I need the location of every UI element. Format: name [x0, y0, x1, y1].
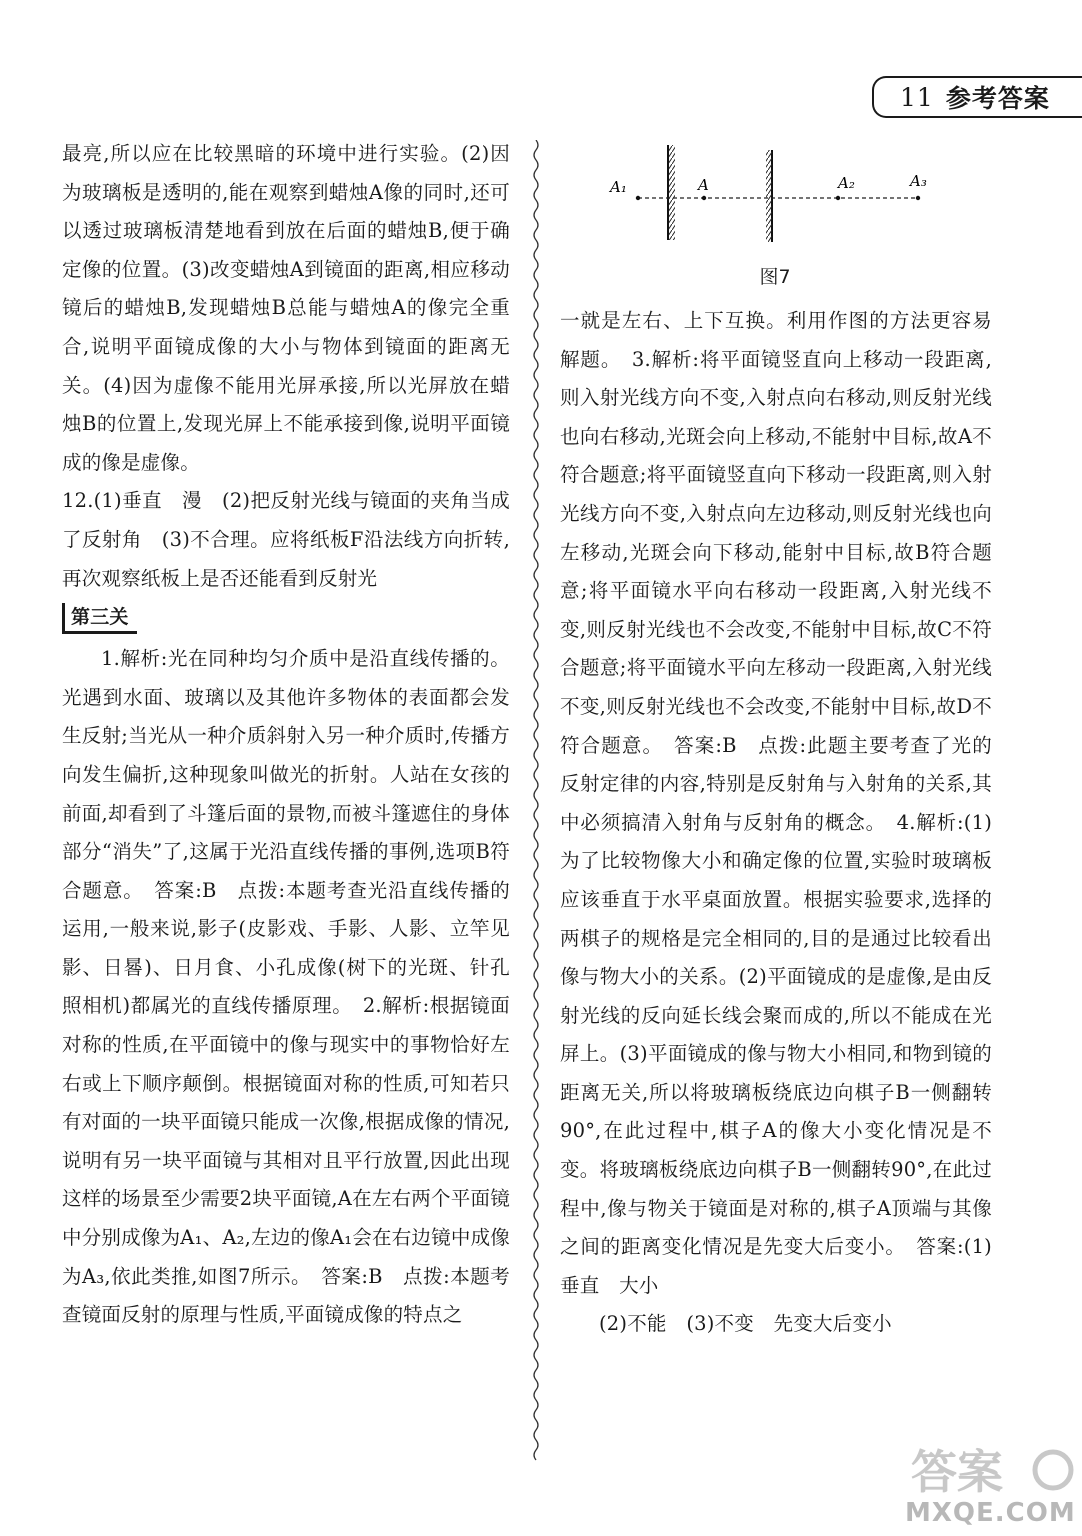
point-a	[702, 196, 706, 200]
section-title: 第三关	[62, 603, 137, 634]
right-paragraph-1: 一就是左右、上下互换。利用作图的方法更容易解题。 3.解析:将平面镜竖直向上移动一段距离,则入射光线方向不变,入射点向右移动,则反射光线也向右移动,光斑会向上移动,不能射中目标,故A不符合题意;将平面镜竖直向下移动一段距离,则入射光线方向不变,入射点向左边移动,则反射光线也向左移动,光斑会向下移动,能射中目标,故B符合题意;将平面镜水平向右移动一段距离,入射光线不变,则反射光线也不会改变,不能射中目标,故C不符合题意;将平面镜水平向左移动一段距离,入射光线不变,则反射光线也不会改变,不能射中目标,故D不符合题意。 答案:B 点拨:此题主要考查了光的反射定律的内容,特别是反射角与入射角的关系,其中必须搞清入射角与反射角的概念。 4.解析:(1)为了比较物像大小和确定像的位置,实验时玻璃板应该垂直于水平桌面放置。根据实验要求,选择的两棋子的规格是完全相同的,目的是通过比较看出像与物大小的关系。(2)平面镜成的是虚像,是由反射光线的反向延长线会聚而成的,所以不能成在光屏上。(3)平面镜成的像与物大小相同,和物到镜的距离无关,所以将玻璃板绕底边向棋子B一侧翻转90°,在此过程中,棋子A的像大小变化情况是不变。将玻璃板绕底边向棋子B一侧翻转90°,在此过程中,像与物关于镜面是对称的,棋子A顶端与其像之间的距离变化情况是先变大后变小。 答案:(1)垂直 大小	[560, 309, 992, 1297]
page-header-tab	[872, 76, 1082, 118]
right-mirror	[766, 150, 772, 242]
watermark-text: MXQE.COM	[905, 1498, 1076, 1528]
right-column	[560, 302, 992, 1344]
label-a3: A₃	[910, 172, 927, 190]
left-paragraph-1: 最亮,所以应在比较黑暗的环境中进行实验。(2)因为玻璃板是透明的,能在观察到蜡烛A像的同时,还可以透过玻璃板清楚地看到放在后面的蜡烛B,便于确定像的位置。(3)改变蜡烛A到镜面的距离,相应移动镜后的蜡烛B,发现蜡烛B总能与蜡烛A的像完全重合,说明平面镜成像的大小与物体到镜面的距离无关。(4)因为虚像不能用光屏承接,所以光屏放在蜡烛B的位置上,发现光屏上不能承接到像,说明平面镜成的像是虚像。	[62, 142, 510, 474]
point-a3	[916, 196, 920, 200]
label-a1: A₁	[610, 178, 627, 196]
point-a1	[636, 196, 640, 200]
figure-caption: 图7	[759, 266, 791, 288]
left-paragraph-2: 12.(1)垂直 漫 (2)把反射光线与镜面的夹角当成了反射角 (3)不合理。应将纸板F沿法线方向折转,再次观察纸板上是否还能看到反射光	[62, 489, 510, 590]
label-a2: A₂	[838, 174, 855, 192]
left-column	[62, 135, 510, 1335]
figure-7	[600, 140, 950, 300]
page-number: 11	[900, 82, 934, 112]
left-mirror	[668, 145, 675, 240]
mirror-diagram	[600, 140, 950, 250]
svg-text:答案: 答案	[911, 1445, 1003, 1499]
left-paragraph-3: 1.解析:光在同种均匀介质中是沿直线传播的。光遇到水面、玻璃以及其他许多物体的表面都会发生反射;当光从一种介质斜射入另一种介质时,传播方向发生偏折,这种现象叫做光的折射。人站在女孩的前面,却看到了斗篷后面的景物,而被斗篷遮住的身体部分“消失”了,这属于光沿直线传播的事例,选项B符合题意。 答案:B 点拨:本题考查光沿直线传播的运用,一般来说,影子(皮影戏、手影、人影、立竿见影、日晷)、日月食、小孔成像(树下的光斑、针孔照相机)都属光的直线传播原理。 2.解析:根据镜面对称的性质,在平面镜中的像与现实中的事物恰好左右或上下顺序颠倒。根据镜面对称的性质,可知若只有对面的一块平面镜只能成一次像,根据成像的情况,说明有另一块平面镜与其相对且平行放置,因此出现这样的场景至少需要2块平面镜,A在左右两个平面镜中分别成像为A₁、A₂,左边的像A₁会在右边镜中成像为A₃,依此类推,如图7所示。 答案:B 点拨:本题考查镜面反射的原理与性质,平面镜成像的特点之	[62, 647, 510, 1327]
point-a2	[836, 196, 840, 200]
column-divider	[530, 140, 542, 1470]
label-a: A	[698, 176, 709, 194]
right-paragraph-2: (2)不能 (3)不变 先变大后变小	[599, 1312, 892, 1336]
header-title: 参考答案	[945, 84, 1050, 113]
